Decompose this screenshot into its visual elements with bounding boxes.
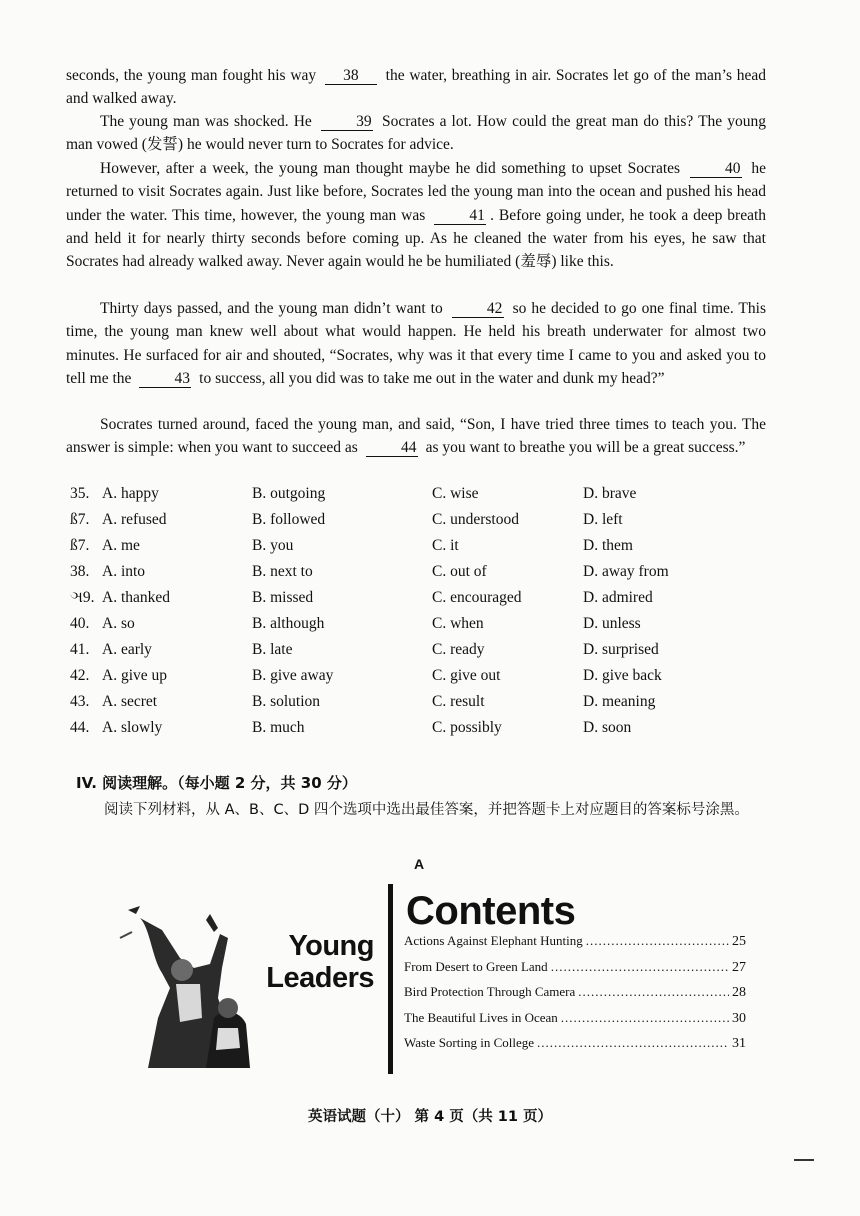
option-row: [70, 485, 770, 511]
passage-text: seconds, the young man fought his way: [66, 67, 317, 84]
toc-page-number: 25: [732, 934, 746, 949]
option-d: D. unless: [583, 615, 641, 632]
toc-item: [404, 1010, 746, 1036]
option-a: A. refused: [102, 511, 167, 528]
option-a: A. slowly: [102, 719, 163, 736]
option-d: D. meaning: [583, 693, 656, 710]
question-number: 35.: [70, 485, 90, 502]
option-a: A. into: [102, 563, 146, 580]
passage-paragraph-5: [66, 413, 766, 460]
option-row: [70, 719, 770, 745]
contents-heading: Contents: [406, 889, 576, 933]
toc-page-number: 27: [732, 959, 746, 975]
divider-bar: [388, 884, 393, 1074]
option-d: D. away from: [583, 563, 669, 580]
passage-text: Socrates a lot. How could the great man do this? The young man vowed (发誓) he would never turn to Socrates for advice.: [66, 113, 767, 154]
option-a: A. thanked: [102, 589, 171, 606]
passage-text: . Before going under, he took a deep breath and held it for nearly thirty seconds before coming up. As he cleaned the water from his eyes, he saw that Socrates had already walked away. Never again would he be humiliated (羞辱) like this.: [66, 206, 767, 271]
option-c: C. encouraged: [432, 589, 522, 606]
question-number: ß7.: [70, 537, 90, 554]
option-row: [70, 667, 770, 693]
option-b: B. although: [252, 615, 325, 632]
young-people-photo: [110, 898, 260, 1070]
option-a: A. so: [102, 615, 135, 632]
option-b: B. missed: [252, 589, 314, 606]
passage-text: Socrates turned around, faced the young man, and said, “Son, I have tried three times to teach you. The answer is simple: when you want to succeed as: [66, 416, 766, 457]
answer-blank-41: 41: [434, 207, 486, 225]
option-a: A. happy: [102, 485, 159, 502]
section-title: IV. 阅读理解。（每小题 2 分，共 30 分）: [76, 774, 357, 792]
page-footer: 英语试题（十） 第 4 页（共 11 页）: [307, 1109, 552, 1125]
passage-text: as you want to breathe you will be a great success.”: [425, 439, 746, 457]
option-c: C. it: [432, 537, 459, 554]
toc-dot-leader: [551, 959, 729, 975]
toc-item: [404, 959, 746, 985]
option-d: D. soon: [583, 719, 632, 736]
option-c: C. out of: [432, 563, 487, 580]
option-d: D. them: [583, 537, 633, 554]
option-row: [70, 693, 770, 719]
passage-text: Thirty days passed, and the young man didn’t want to: [100, 300, 443, 317]
passage-paragraph-2: [66, 110, 766, 157]
toc-item: [404, 984, 746, 1010]
option-row: [70, 563, 770, 589]
section-instruction: 阅读下列材料，从 A、B、C、D 四个选项中选出最佳答案，并把答题卡上对应题目的答案标号涂黑。: [104, 802, 749, 818]
edge-mark: [794, 1159, 814, 1161]
question-number: 38.: [70, 563, 90, 580]
answer-blank-40: 40: [690, 160, 742, 178]
toc-page-number: 28: [732, 985, 746, 1000]
option-c: C. when: [432, 615, 484, 632]
answer-blank-39: 39: [321, 113, 373, 131]
answer-blank-38: 38: [325, 67, 377, 85]
option-b: B. much: [252, 719, 305, 736]
table-of-contents: [404, 933, 746, 1061]
option-row: [70, 511, 770, 537]
question-number: 44.: [70, 719, 90, 736]
logo-word-young: Young: [288, 930, 374, 962]
logo-word-leaders: Leaders: [266, 962, 374, 994]
question-number: ઞ9.: [70, 589, 95, 606]
toc-item: [404, 1035, 746, 1061]
option-b: B. outgoing: [252, 485, 326, 502]
option-a: A. give up: [102, 667, 168, 684]
passage-text: he returned to visit Socrates again. Just like before, Socrates led the young man into the ocean and pushed his head under the water. This time, however, the young man was: [66, 160, 767, 224]
toc-dot-leader: [586, 933, 729, 949]
toc-title: Actions Against Elephant Hunting: [404, 933, 583, 948]
passage-text: The young man was shocked. He: [100, 113, 312, 130]
passage-text: to success, all you did was to take me out in the water and dunk my head?”: [199, 369, 665, 387]
toc-dot-leader: [561, 1010, 729, 1026]
option-b: B. solution: [252, 693, 321, 710]
answer-options: [70, 485, 770, 745]
option-d: D. give back: [583, 667, 662, 684]
toc-title: Bird Protection Through Camera: [404, 984, 576, 999]
option-a: A. early: [102, 641, 152, 658]
question-number: 41.: [70, 641, 90, 658]
passage-letter: A: [414, 856, 425, 872]
option-b: B. next to: [252, 563, 313, 580]
option-c: C. result: [432, 693, 485, 710]
passage-paragraph-4: [66, 297, 766, 390]
question-number: ß7.: [70, 511, 90, 528]
option-c: C. give out: [432, 667, 501, 684]
answer-blank-42: 42: [452, 300, 504, 318]
option-row: [70, 615, 770, 641]
toc-title: Waste Sorting in College: [404, 1035, 535, 1050]
passage-text: so he decided to go one final time. This time, the young man knew well about what would happen. He held his breath underwater for almost two minutes. He surfaced for air and shouted, “Socrates, why was it that every time I came to you and asked you to tell me the: [66, 300, 766, 387]
option-a: A. me: [102, 537, 140, 554]
answer-blank-44: 44: [366, 439, 418, 457]
toc-dot-leader: [578, 984, 729, 1000]
option-c: C. wise: [432, 485, 479, 502]
option-c: C. understood: [432, 511, 519, 528]
passage-paragraph-1: [66, 64, 766, 111]
passage-text: the water, breathing in air. Socrates let go of the man’s head and walked away.: [66, 67, 767, 108]
option-b: B. late: [252, 641, 293, 658]
option-d: D. brave: [583, 485, 637, 502]
option-c: C. ready: [432, 641, 485, 658]
question-number: 42.: [70, 667, 90, 684]
option-c: C. possibly: [432, 719, 502, 736]
young-leaders-logo: [262, 930, 374, 994]
passage-text: However, after a week, the young man thought maybe he did something to upset Socrates: [100, 160, 681, 177]
toc-page-number: 31: [732, 1036, 746, 1051]
option-d: D. left: [583, 511, 623, 528]
option-row: [70, 641, 770, 667]
option-b: B. followed: [252, 511, 326, 528]
passage-paragraph-3: [66, 157, 766, 273]
question-number: 40.: [70, 615, 90, 632]
question-number: 43.: [70, 693, 90, 710]
option-row: [70, 537, 770, 563]
toc-title: The Beautiful Lives in Ocean: [404, 1009, 558, 1025]
option-b: B. you: [252, 537, 294, 554]
option-d: D. surprised: [583, 641, 659, 658]
option-b: B. give away: [252, 667, 334, 684]
toc-title: From Desert to Green Land: [404, 958, 548, 974]
answer-blank-43: 43: [139, 370, 191, 388]
toc-dot-leader: [537, 1035, 729, 1051]
toc-item: [404, 933, 746, 959]
option-a: A. secret: [102, 693, 158, 710]
option-row: [70, 589, 770, 615]
option-d: D. admired: [583, 589, 653, 606]
toc-page-number: 30: [732, 1010, 746, 1026]
